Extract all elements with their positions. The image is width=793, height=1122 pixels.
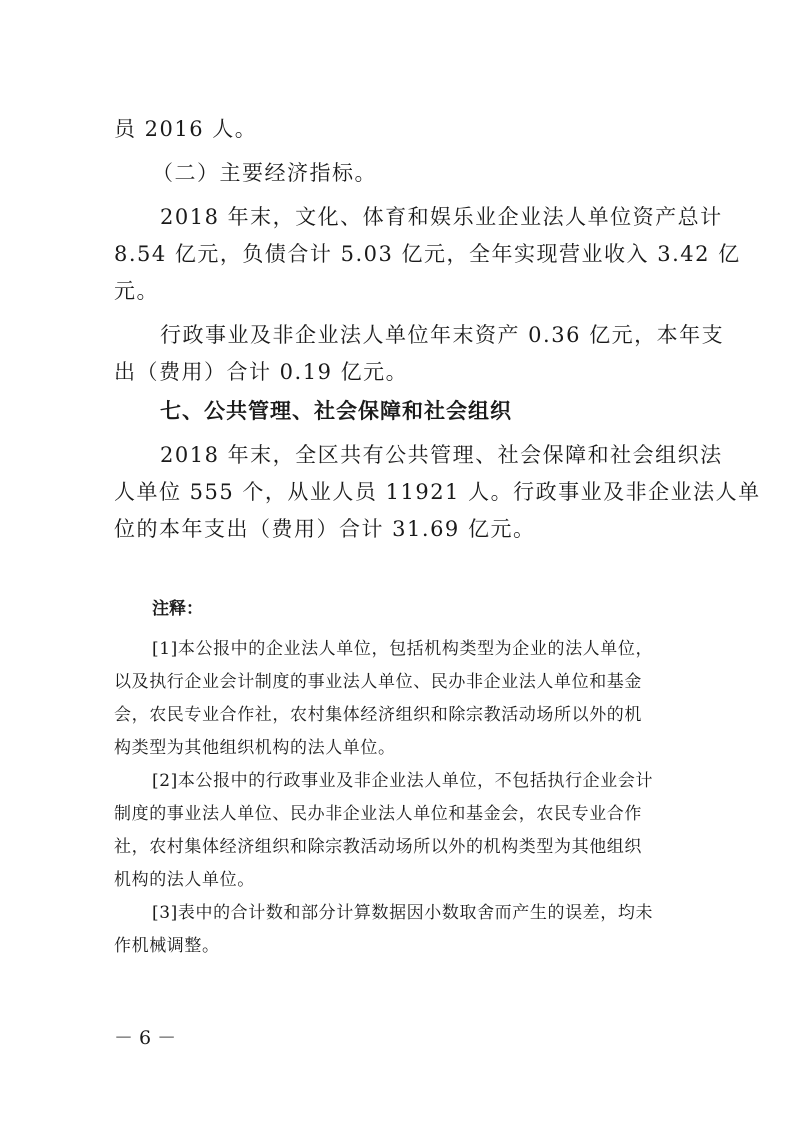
notes-label: 注释： — [152, 599, 203, 619]
body-line: 8.54 亿元，负债合计 5.03 亿元，全年实现营业收入 3.42 亿 — [114, 242, 741, 266]
note-line: [3]表中的合计数和部分计算数据因小数取舍而产生的误差，均未 — [152, 903, 654, 923]
note-line: 机构的法人单位。 — [114, 870, 255, 890]
body-line: 出（费用）合计 0.19 亿元。 — [114, 360, 409, 384]
body-line: 人单位 555 个，从业人员 11921 人。行政事业及非企业法人单 — [114, 480, 761, 504]
page-number: － 6 － — [114, 1027, 177, 1049]
body-line: 2018 年末，全区共有公共管理、社会保障和社会组织法 — [160, 443, 723, 467]
note-line: 以及执行企业会计制度的事业法人单位、民办非企业法人单位和基金 — [114, 672, 642, 692]
section-heading: 七、公共管理、社会保障和社会组织 — [160, 399, 512, 423]
subsection-heading: （二）主要经济指标。 — [152, 161, 377, 185]
note-line: 作机械调整。 — [114, 936, 220, 956]
body-line: 行政事业及非企业法人单位年末资产 0.36 亿元，本年支 — [160, 323, 725, 347]
note-line: 社，农村集体经济组织和除宗教活动场所以外的机构类型为其他组织 — [114, 837, 642, 857]
note-line: [1]本公报中的企业法人单位，包括机构类型为企业的法人单位， — [152, 639, 654, 659]
note-line: 制度的事业法人单位、民办非企业法人单位和基金会，农民专业合作 — [114, 804, 642, 824]
note-line: 构类型为其他组织机构的法人单位。 — [114, 738, 396, 758]
note-line: 会，农民专业合作社，农村集体经济组织和除宗教活动场所以外的机 — [114, 705, 642, 725]
body-line: 元。 — [114, 279, 159, 303]
body-line: 2018 年末，文化、体育和娱乐业企业法人单位资产总计 — [160, 205, 723, 229]
body-line: 员 2016 人。 — [114, 117, 258, 141]
note-line: [2]本公报中的行政事业及非企业法人单位，不包括执行企业会计 — [152, 771, 654, 791]
body-line: 位的本年支出（费用）合计 31.69 亿元。 — [114, 517, 536, 541]
